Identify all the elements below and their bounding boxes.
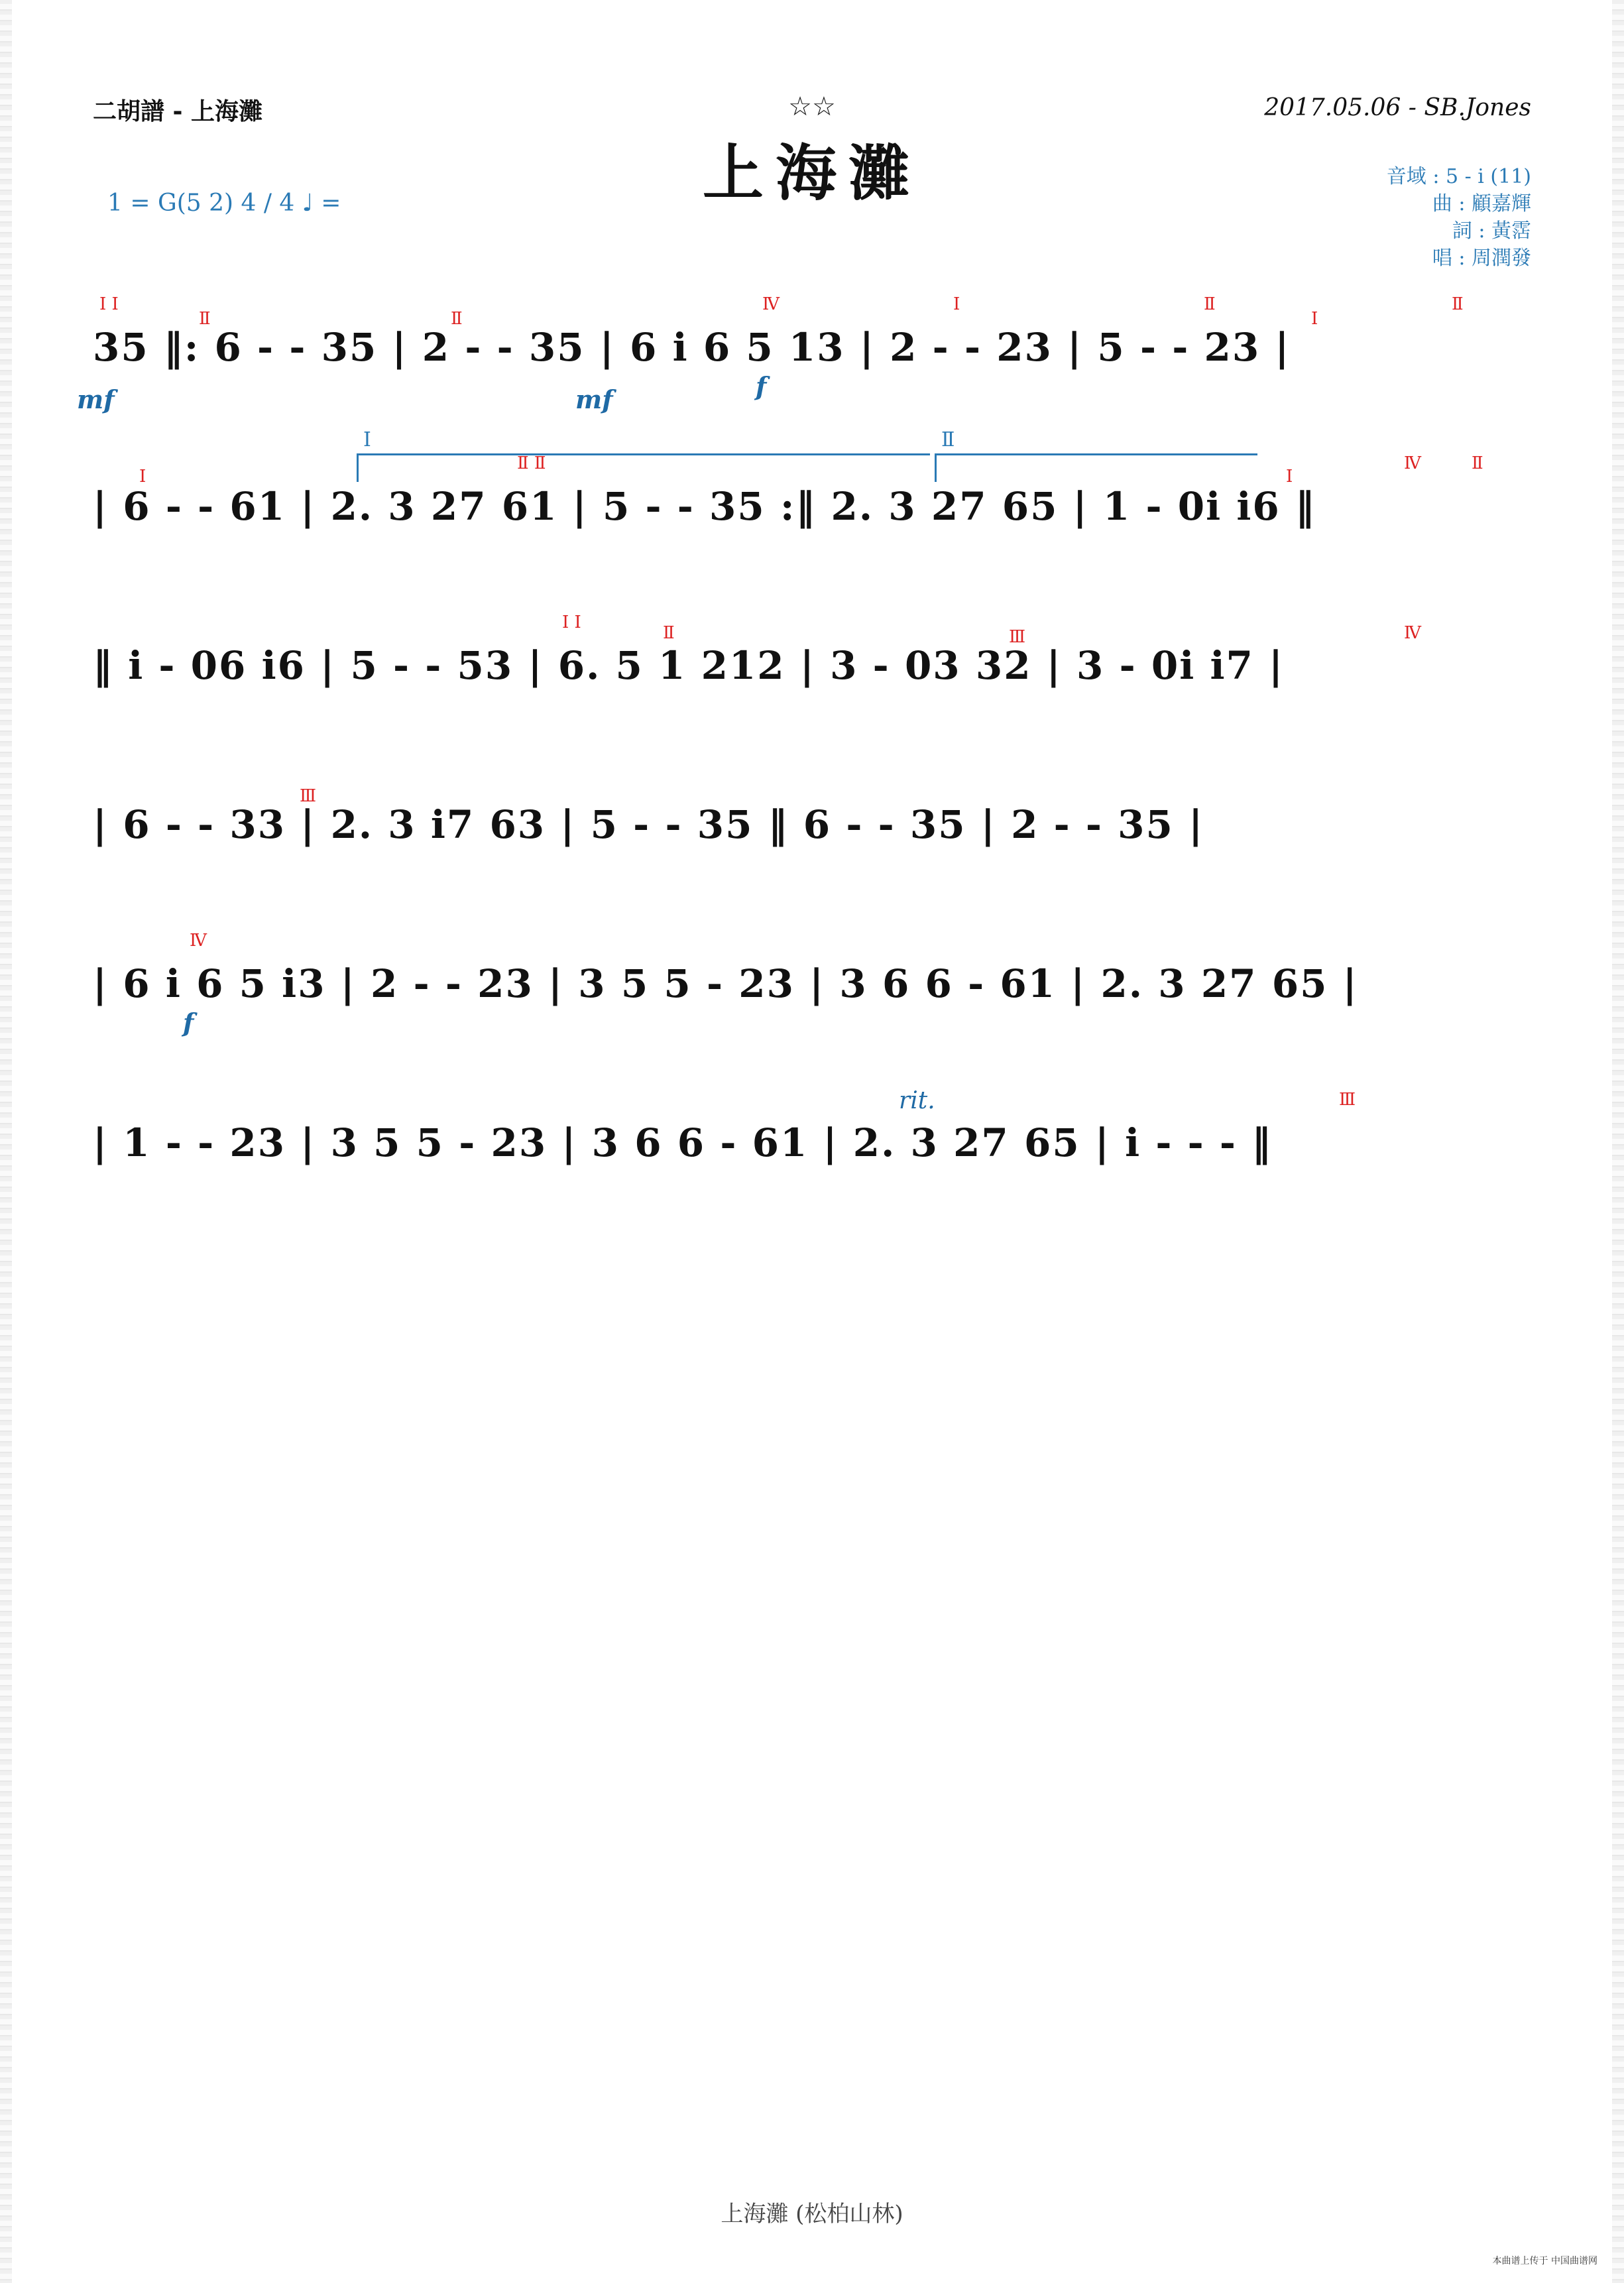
bowing-mark: Ⅲ xyxy=(1009,627,1026,647)
bowing-mark: Ⅲ xyxy=(1339,1090,1356,1110)
score-row-5 xyxy=(93,931,1531,1074)
volta-first-label: Ⅰ xyxy=(363,428,371,451)
score-line: | 6 - - 33 | 2. 3 i7 63 | 5 - - 35 ‖ 6 - - 35 | 2 - - 35 | xyxy=(93,802,1204,847)
bowing-mark: Ⅱ xyxy=(1452,294,1464,314)
bowing-mark: Ⅱ Ⅱ xyxy=(517,453,546,473)
volta-second-label: Ⅱ xyxy=(941,428,955,451)
bowing-mark: Ⅰ xyxy=(139,467,146,487)
bowing-mark: Ⅰ xyxy=(1286,467,1293,487)
score-row-6 xyxy=(93,1087,1531,1233)
dynamic-mf: mf xyxy=(575,384,613,414)
header-date-author: 2017.05.06 - SB.Jones xyxy=(1264,94,1531,121)
bowing-mark: Ⅰ Ⅰ xyxy=(99,294,119,314)
bowing-mark: Ⅱ xyxy=(663,623,675,643)
bowing-mark: Ⅰ xyxy=(1311,309,1318,329)
score-row-3 xyxy=(93,613,1531,756)
bowing-mark: Ⅳ xyxy=(762,294,780,314)
score-line: | 1 - - 23 | 3 5 5 - 23 | 3 6 6 - 61 | 2. 3 27 65 | i - - - ‖ xyxy=(93,1120,1273,1165)
bowing-mark: Ⅰ xyxy=(953,294,960,314)
bowing-mark: Ⅱ xyxy=(451,309,463,329)
bowing-mark: Ⅱ xyxy=(1472,453,1483,473)
dynamic-f: f xyxy=(183,1008,194,1037)
score-row-1 xyxy=(77,294,1531,438)
score-line: | 6 i 6 5 i3 | 2 - - 23 | 3 5 5 - 23 | 3 6 6 - 61 | 2. 3 27 65 | xyxy=(93,961,1358,1006)
bowing-mark: Ⅳ xyxy=(1404,453,1421,473)
bowing-mark: Ⅱ xyxy=(199,309,211,329)
footer-watermark: 本曲谱上传于 中国曲谱网 xyxy=(1492,2256,1597,2266)
dynamic-f: f xyxy=(756,371,767,401)
score-row-4 xyxy=(93,786,1531,915)
bowing-mark: Ⅲ xyxy=(300,786,317,806)
song-meta xyxy=(1387,163,1531,272)
footer-title: 上海灘 (松柏山林) xyxy=(721,2201,903,2227)
decorative-border-left xyxy=(0,0,12,2283)
singer-line: 唱 : 周潤發 xyxy=(1432,247,1531,270)
header-left-label: 二胡譜 - 上海灘 xyxy=(93,98,263,125)
bowing-mark: Ⅳ xyxy=(1404,623,1421,643)
score-row-2 xyxy=(93,453,1531,597)
score-line: ‖ i - 06 i6 | 5 - - 53 | 6. 5 1 212 | 3 - 03 32 | 3 - 0i i7 | xyxy=(93,643,1285,688)
decorative-border-right xyxy=(1612,0,1624,2283)
bowing-mark: Ⅰ Ⅰ xyxy=(562,613,581,632)
bowing-mark: Ⅱ xyxy=(1204,294,1216,314)
score-line: 35 ‖: 6 - - 35 | 2 - - 35 | 6 i 6 5 13 | 2 - - 23 | 5 - - 23 | xyxy=(93,325,1291,370)
key-signature: 1 = G(5 2) 4 / 4 ♩ = xyxy=(107,190,341,217)
difficulty-stars: ☆☆ xyxy=(788,91,836,122)
range-line: 音域 : 5 - i (11) xyxy=(1386,165,1531,188)
composer-line: 曲 : 顧嘉輝 xyxy=(1432,192,1531,215)
lyricist-line: 詞 : 黃霑 xyxy=(1452,219,1531,243)
score-line: | 6 - - 61 | 2. 3 27 61 | 5 - - 35 :‖ 2. 3 27 65 | 1 - 0i i6 ‖ xyxy=(93,484,1316,529)
bowing-mark: Ⅳ xyxy=(190,931,207,951)
dynamic-mf: mf xyxy=(77,384,115,414)
ritardando-mark: rit. xyxy=(899,1087,935,1114)
page-title: 上海灘 xyxy=(702,137,921,209)
